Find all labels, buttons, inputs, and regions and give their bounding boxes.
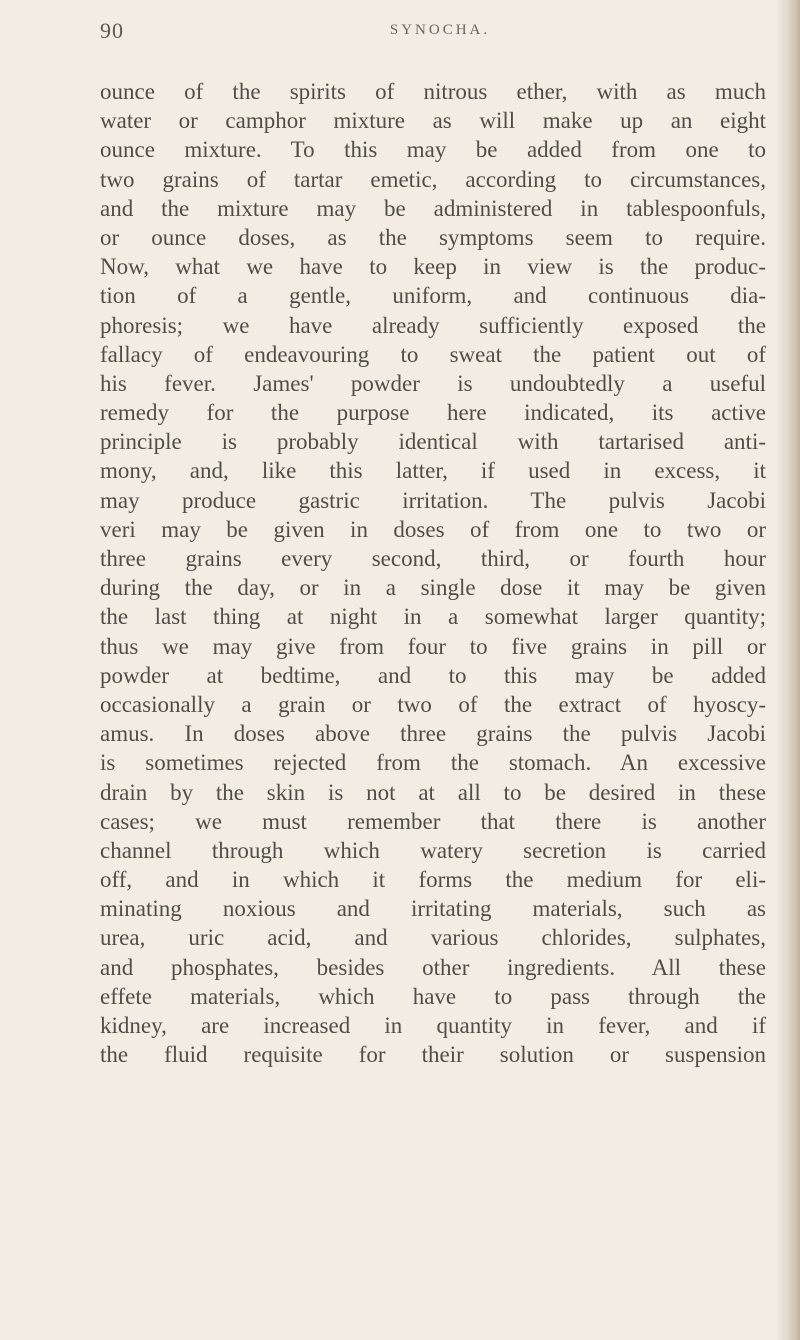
- text-line: or ounce doses, as the symptoms seem to require.: [100, 224, 766, 250]
- text-line: principle is probably identical with tartarised anti-: [100, 429, 766, 455]
- text-line: his fever. James' powder is undoubtedly a useful: [100, 370, 766, 396]
- page-edge-shadow: [778, 0, 800, 1340]
- text-line: powder at bedtime, and to this may be added: [100, 662, 766, 688]
- text-line: amus. In doses above three grains the pulvis Jacobi: [100, 721, 766, 747]
- text-line: cases; we must remember that there is another: [100, 808, 766, 834]
- text-line: mony, and, like this latter, if used in excess, it: [100, 458, 766, 484]
- text-line: during the day, or in a single dose it may be given: [100, 575, 766, 601]
- text-line: and phosphates, besides other ingredients. All these: [100, 954, 766, 980]
- text-line: is sometimes rejected from the stomach. An excessive: [100, 750, 766, 776]
- text-line: and the mixture may be administered in tablespoonfuls,: [100, 195, 766, 221]
- text-line: two grains of tartar emetic, according to circumstances,: [100, 166, 766, 192]
- text-line: thus we may give from four to five grains in pill or: [100, 633, 766, 659]
- text-line: ounce mixture. To this may be added from one to: [100, 137, 766, 163]
- text-line: the fluid requisite for their solution or suspension: [100, 1042, 766, 1068]
- text-line: may produce gastric irritation. The pulvis Jacobi: [100, 487, 766, 513]
- text-line: water or camphor mixture as will make up an eight: [100, 108, 766, 134]
- text-line: three grains every second, third, or fourth hour: [100, 546, 766, 571]
- text-line: tion of a gentle, uniform, and continuous dia-: [100, 283, 766, 309]
- text-line: effete materials, which have to pass through the: [100, 983, 766, 1009]
- text-line: off, and in which it forms the medium for eli-: [100, 867, 766, 893]
- text-line: Now, what we have to keep in view is the produc-: [100, 254, 766, 280]
- text-line: the last thing at night in a somewhat larger quantity;: [100, 604, 766, 630]
- text-line: ounce of the spirits of nitrous ether, with as much: [100, 79, 766, 104]
- page-header: [100, 18, 780, 58]
- text-line: phoresis; we have already sufficiently exposed the: [100, 312, 766, 338]
- running-title: SYNOCHA.: [389, 22, 491, 38]
- body-paragraph: [100, 77, 766, 1069]
- text-line: kidney, are increased in quantity in fever, and if: [100, 1013, 766, 1038]
- text-line: veri may be given in doses of from one to two or: [100, 516, 766, 542]
- text-line: minating noxious and irritating materials, such as: [100, 896, 766, 922]
- text-line: drain by the skin is not at all to be desired in these: [100, 779, 766, 805]
- text-line: fallacy of endeavouring to sweat the patient out of: [100, 341, 766, 367]
- page-number: 90: [100, 18, 124, 43]
- text-line: remedy for the purpose here indicated, its active: [100, 400, 766, 426]
- text-line: urea, uric acid, and various chlorides, sulphates,: [100, 925, 766, 951]
- text-line: channel through which watery secretion is carried: [100, 837, 766, 863]
- text-line: occasionally a grain or two of the extract of hyoscy-: [100, 691, 766, 717]
